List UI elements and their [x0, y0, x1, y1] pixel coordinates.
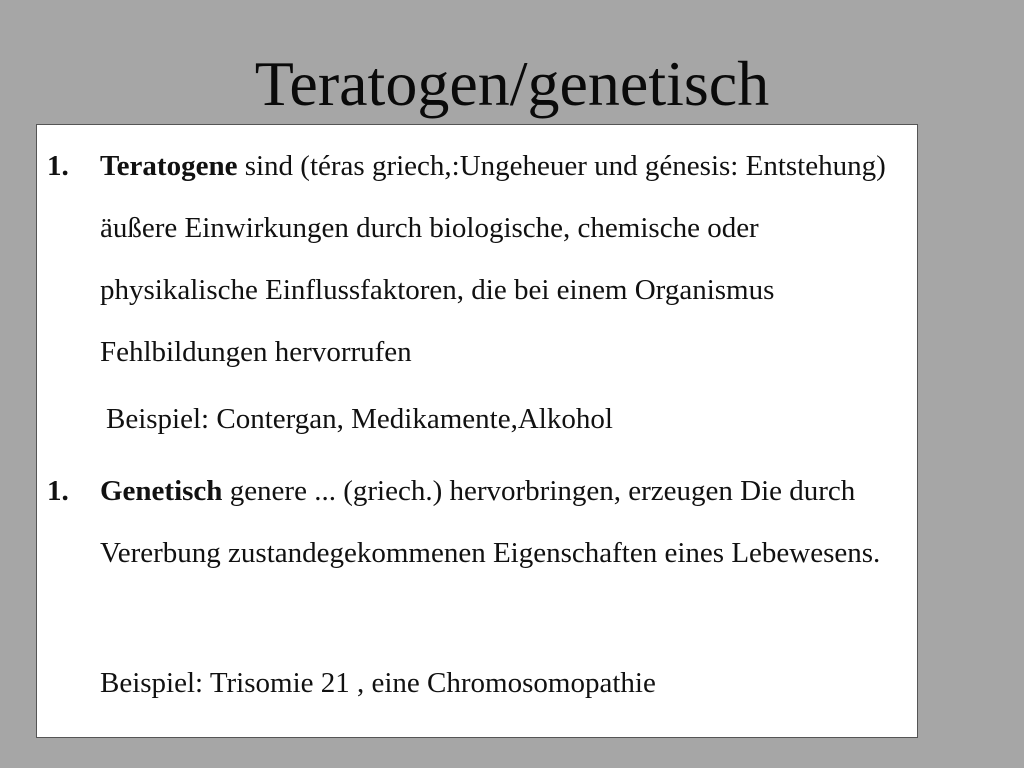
example-teratogene: Beispiel: Contergan, Medikamente,Alkohol: [106, 403, 613, 435]
list-item-text: [100, 135, 909, 383]
list-number: 1.: [47, 150, 69, 182]
list-item-text: [100, 460, 909, 584]
term-genetisch: Genetisch: [100, 475, 223, 507]
definition-teratogene: sind (téras griech,:Ungeheuer und génesis: Entstehung) äußere Einwirkungen durch biologische, chemische oder physikalische Einflussfaktoren, die bei einem Organismus Fehlbildungen hervorrufen: [100, 150, 886, 368]
example-genetisch: Beispiel: Trisomie 21 , eine Chromosomopathie: [100, 667, 656, 699]
term-teratogene: Teratogene: [100, 150, 238, 182]
list-item-teratogene: [47, 135, 909, 383]
list-number: 1.: [47, 475, 69, 507]
list-item-genetisch: [47, 460, 909, 584]
content-box: [36, 124, 918, 738]
slide-title: Teratogen/genetisch: [254, 48, 770, 119]
definition-genetisch: genere ... (griech.) hervorbringen, erzeugen Die durch Vererbung zustandegekommenen Eigenschaften eines Lebewesens.: [100, 475, 881, 569]
